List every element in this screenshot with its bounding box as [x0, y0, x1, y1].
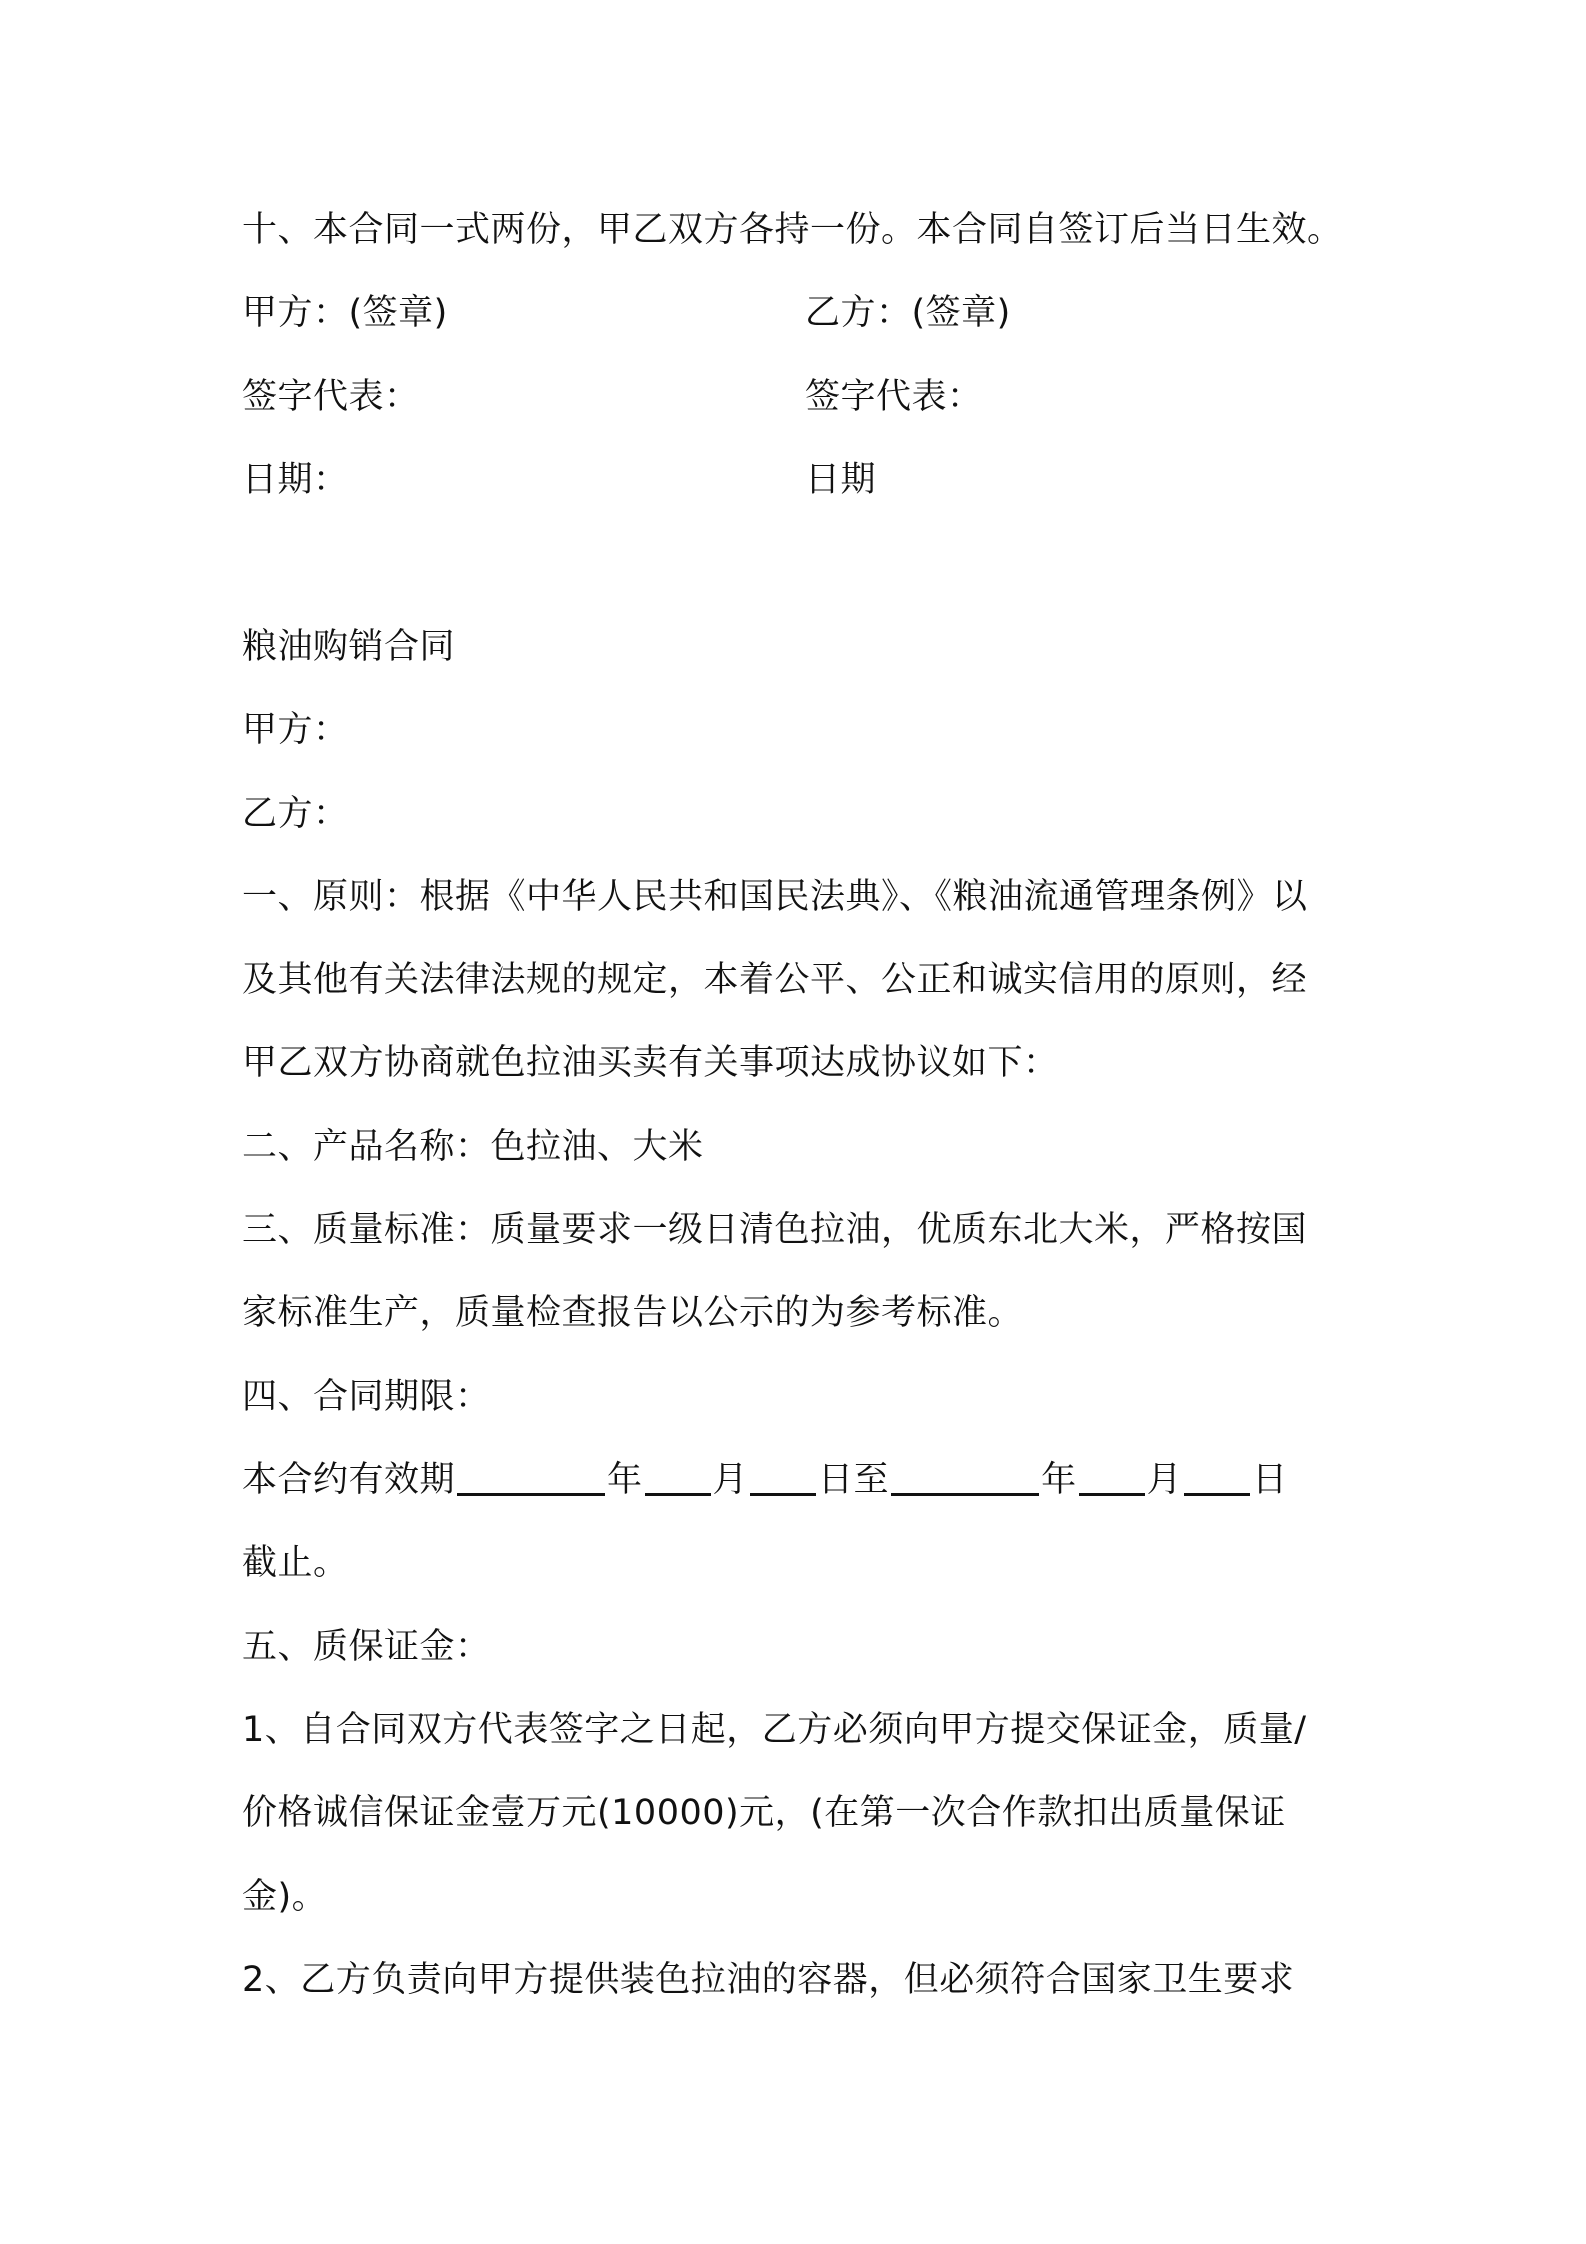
- quality-line-2: 家标准生产，质量检查报告以公示的为参考标准。: [242, 1293, 1024, 1333]
- end-month-blank: [1079, 1455, 1145, 1496]
- deposit-item1-line-1: 1、自合同双方代表签字之日起，乙方必须向甲方提交保证金，质量/: [242, 1710, 1307, 1750]
- principle-line-1: 一、原则：根据《中华人民共和国民法典》、《粮油流通管理条例》以: [242, 877, 1308, 917]
- quality-line-1: 三、质量标准：质量要求一级日清色拉油，优质东北大米，严格按国: [242, 1210, 1308, 1250]
- party-a-label: 甲方：: [242, 710, 349, 750]
- product-name: 二、产品名称：色拉油、大米: [242, 1127, 704, 1167]
- party-a-seal: 甲方：(签章): [242, 293, 448, 333]
- end-day-blank: [1184, 1455, 1250, 1496]
- party-b-representative: 签字代表：: [805, 377, 983, 417]
- contract-title: 粮油购销合同: [242, 627, 456, 667]
- deposit-item1-line-2: 价格诚信保证金壹万元(10000)元，(在第一次合作款扣出质量保证: [242, 1793, 1286, 1833]
- deposit-heading: 五、质保证金：: [242, 1627, 491, 1667]
- clause-ten: 十、本合同一式两份，甲乙双方各持一份。本合同自签订后当日生效。: [242, 210, 1343, 250]
- end-year-blank: [891, 1455, 1039, 1496]
- term-end: 截止。: [242, 1543, 349, 1583]
- start-month-blank: [645, 1455, 711, 1496]
- start-month-unit: 月: [712, 1460, 749, 1500]
- end-day-unit: 日: [1252, 1460, 1288, 1500]
- start-year-unit: 年: [607, 1460, 643, 1500]
- deposit-item1-line-3: 金)。: [242, 1877, 328, 1917]
- party-b-label: 乙方：: [242, 794, 349, 834]
- end-year-unit: 年: [1041, 1460, 1077, 1500]
- term-prefix: 本合约有效期: [242, 1460, 456, 1500]
- start-day-blank: [750, 1455, 816, 1496]
- party-a-representative: 签字代表：: [242, 377, 420, 417]
- term-line: [242, 1455, 1288, 1505]
- party-a-date: 日期：: [242, 460, 349, 500]
- principle-line-3: 甲乙双方协商就色拉油买卖有关事项达成协议如下：: [242, 1043, 1059, 1083]
- term-heading: 四、合同期限：: [242, 1377, 491, 1417]
- party-b-date: 日期: [805, 460, 877, 500]
- principle-line-2: 及其他有关法律法规的规定，本着公平、公正和诚实信用的原则，经: [242, 960, 1308, 1000]
- start-day-to: 日至: [818, 1460, 890, 1500]
- end-month-unit: 月: [1146, 1460, 1183, 1500]
- start-year-blank: [457, 1455, 605, 1496]
- party-b-seal: 乙方：(签章): [805, 293, 1011, 333]
- deposit-item2-line-1: 2、乙方负责向甲方提供装色拉油的容器，但必须符合国家卫生要求: [242, 1960, 1295, 2000]
